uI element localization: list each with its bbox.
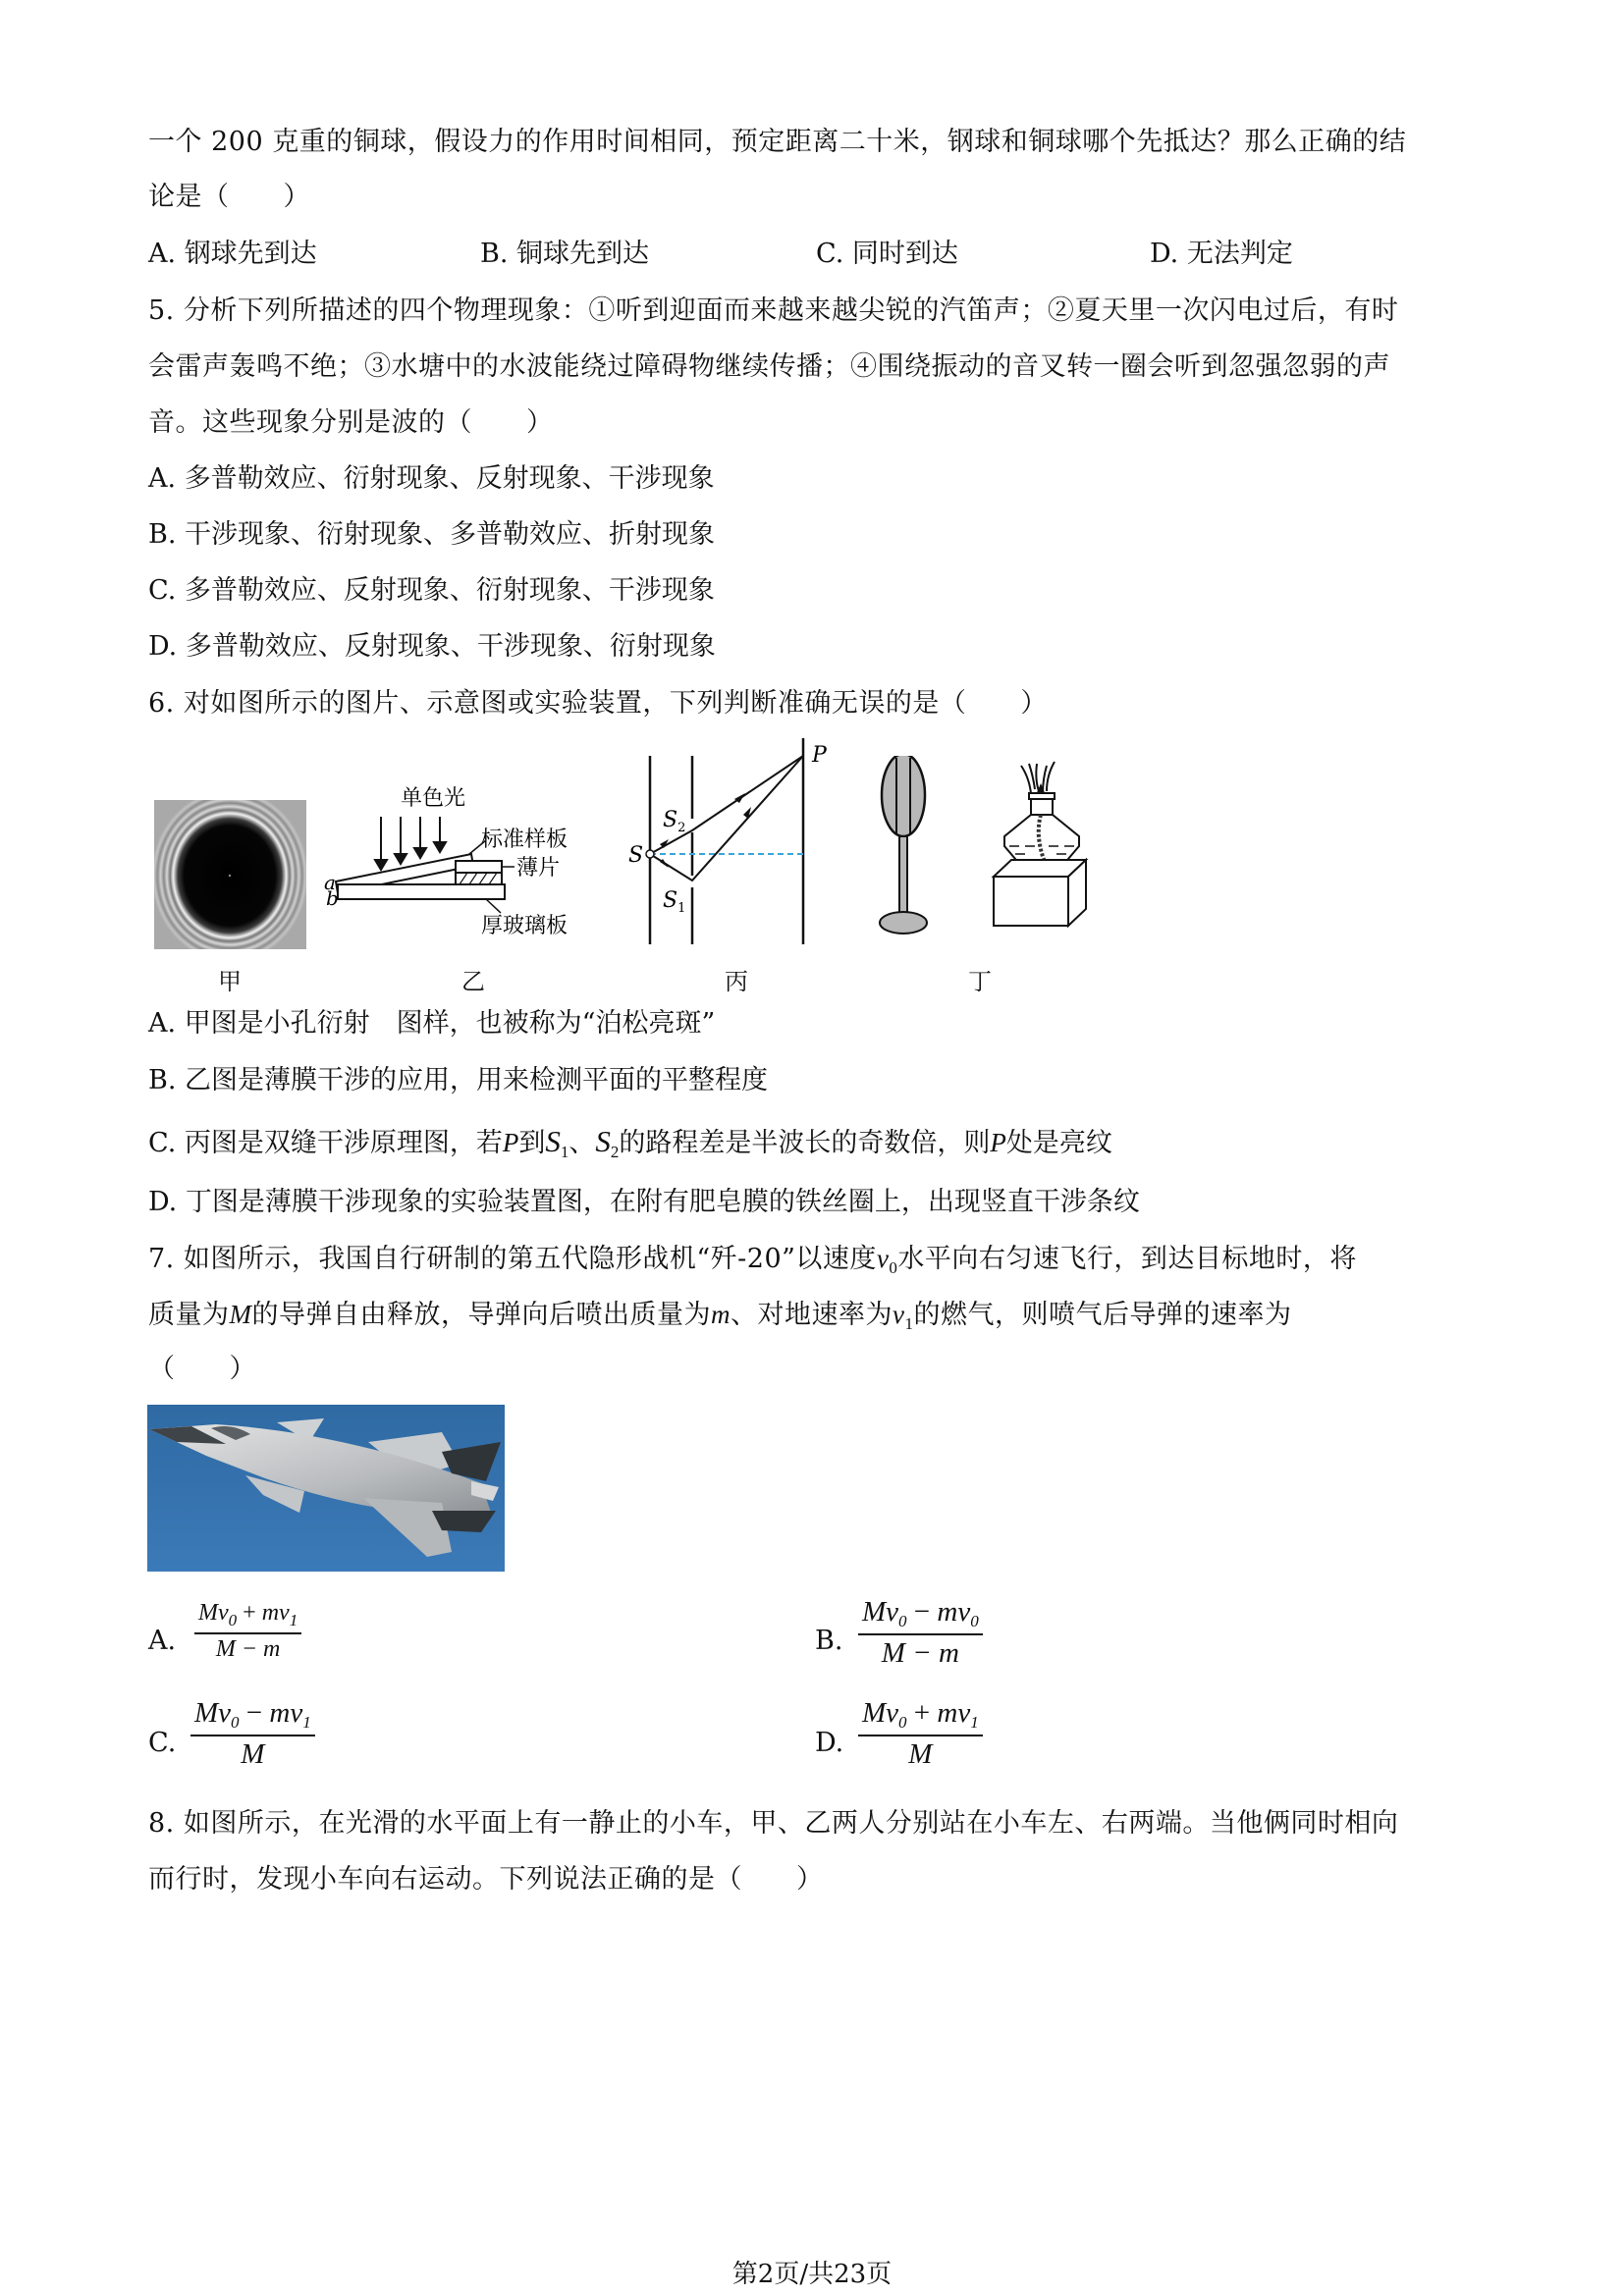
q5-option-a[interactable] bbox=[148, 459, 715, 499]
q7-stem-line3: （ ） bbox=[148, 1354, 256, 1384]
symbol-M: M bbox=[229, 1300, 252, 1329]
figure-jia-label: 甲 bbox=[218, 968, 242, 995]
q7-option-a[interactable] bbox=[148, 1622, 176, 1661]
option-text: 乙图是薄膜干涉的应用，用来检测平面的平整程度 bbox=[185, 1065, 769, 1095]
option-label: D. bbox=[1150, 239, 1179, 269]
q7-stem-line2 bbox=[148, 1295, 1291, 1344]
text: 、对地速率为 bbox=[731, 1300, 893, 1330]
q7-stem-line1 bbox=[148, 1239, 1357, 1288]
q5-option-b[interactable] bbox=[148, 515, 715, 555]
symbol-m: m bbox=[711, 1300, 731, 1329]
option-label: C. bbox=[148, 575, 177, 606]
q7-option-c[interactable] bbox=[148, 1724, 176, 1763]
option-label: B. bbox=[148, 519, 177, 550]
subscript: 1 bbox=[560, 1143, 569, 1161]
figure-jia-diffraction-pattern bbox=[154, 800, 306, 949]
denominator: M bbox=[241, 1738, 265, 1770]
figure-bing-label: 丙 bbox=[725, 968, 748, 995]
q8-stem-line2: 而行时，发现小车向右运动。下列说法正确的是（ ） bbox=[148, 1864, 824, 1895]
subscript: 2 bbox=[610, 1143, 620, 1161]
q4-stem-line2: 论是（ ） bbox=[148, 182, 310, 212]
subscript: 1 bbox=[904, 1314, 914, 1333]
option-label: A. bbox=[148, 463, 177, 494]
q7-option-d[interactable] bbox=[815, 1724, 843, 1763]
q5-stem-line1: 5. 分析下列所描述的四个物理现象：①听到迎面而来越来越尖锐的汽笛声；②夏天里一次闪电过后，有时 bbox=[148, 295, 1399, 326]
option-label: C. bbox=[148, 1128, 177, 1158]
text: 质量为 bbox=[148, 1300, 230, 1330]
option-text: 多普勒效应、反射现象、干涉现象、衍射现象 bbox=[185, 631, 716, 662]
subscript: 0 bbox=[889, 1258, 898, 1277]
option-text: 钢球先到达 bbox=[184, 239, 317, 269]
symbol-S2: S bbox=[595, 1124, 611, 1158]
option-text: 干涉现象、衍射现象、多普勒效应、折射现象 bbox=[185, 519, 716, 550]
option-text: 的路程差是半波长的奇数倍，则 bbox=[619, 1128, 991, 1158]
option-label: D. bbox=[148, 631, 178, 662]
numerator: $Mv_0 + mv_1$ bbox=[858, 1697, 983, 1736]
option-text: 到 bbox=[518, 1128, 546, 1158]
option-label: B. bbox=[815, 1626, 843, 1656]
symbol-S1: S bbox=[545, 1124, 561, 1158]
option-label: C. bbox=[148, 1728, 177, 1758]
q6-option-d[interactable] bbox=[148, 1183, 1140, 1222]
symbol-P: P bbox=[502, 1128, 519, 1157]
option-label: A. bbox=[148, 1008, 177, 1039]
label-monochromatic-light: 单色光 bbox=[401, 786, 466, 811]
option-text: 同时到达 bbox=[851, 239, 958, 269]
figure-yi-wedge-interference bbox=[324, 775, 638, 962]
q7-option-c-formula[interactable] bbox=[190, 1697, 315, 1771]
option-text: 丁图是薄膜干涉现象的实验装置图，在附有肥皂膜的铁丝圈上，出现竖直干涉条纹 bbox=[185, 1187, 1140, 1217]
label-b: b bbox=[326, 886, 339, 910]
q5-option-c[interactable] bbox=[148, 571, 715, 611]
figure-bing-double-slit bbox=[623, 738, 849, 959]
text: 的导弹自由释放，导弹向后喷出质量为 bbox=[251, 1300, 711, 1330]
option-label: D. bbox=[148, 1187, 178, 1217]
figure-yi-label: 乙 bbox=[461, 968, 485, 995]
q7-option-a-formula[interactable] bbox=[194, 1600, 301, 1663]
label-standard-plate: 标准样板 bbox=[481, 828, 568, 852]
denominator: M bbox=[908, 1738, 933, 1770]
label-S: S bbox=[628, 843, 644, 868]
label-a: a bbox=[324, 871, 336, 894]
separator: 、 bbox=[568, 1128, 596, 1158]
q5-stem-line2: 会雷声轰鸣不绝；③水塘中的水波能绕过障碍物继续传播；④围绕振动的音叉转一圈会听到忽强忽弱的声 bbox=[148, 351, 1390, 382]
numerator: $Mv_0 - mv_1$ bbox=[190, 1697, 315, 1736]
q5-stem-line3: 音。这些现象分别是波的（ ） bbox=[148, 407, 554, 438]
q4-option-b[interactable] bbox=[480, 235, 649, 274]
numerator: $Mv_0 + mv_1$ bbox=[194, 1600, 301, 1634]
q4-option-c[interactable] bbox=[816, 235, 958, 274]
label-S2: $S_2$ bbox=[663, 808, 686, 835]
q7-option-b-formula[interactable] bbox=[858, 1596, 983, 1670]
symbol-P: P bbox=[990, 1128, 1006, 1157]
label-S1: $S_1$ bbox=[663, 888, 686, 916]
symbol-v0: v bbox=[876, 1244, 890, 1273]
q4-stem-line1: 一个 200 克重的铜球，假设力的作用时间相同，预定距离二十米，钢球和铜球哪个先抵达？那么正确的结 bbox=[148, 127, 1407, 157]
q4-option-a[interactable] bbox=[148, 235, 317, 274]
page-number-footer: 第2页/共23页 bbox=[731, 2260, 893, 2289]
denominator: M − m bbox=[215, 1636, 281, 1662]
text: 的燃气，则喷气后导弹的速率为 bbox=[913, 1300, 1292, 1330]
option-text: 铜球先到达 bbox=[516, 239, 650, 269]
q6-option-c[interactable] bbox=[148, 1122, 1112, 1172]
option-label: A. bbox=[148, 1626, 177, 1656]
label-thick-glass: 厚玻璃板 bbox=[481, 914, 568, 938]
option-text: 多普勒效应、反射现象、衍射现象、干涉现象 bbox=[184, 575, 715, 606]
option-text: 甲图是小孔衍射 图样，也被称为“泊松亮斑” bbox=[184, 1008, 716, 1039]
q8-stem-line1: 8. 如图所示，在光滑的水平面上有一静止的小车，甲、乙两人分别站在小车左、右两端。当他俩同时相向 bbox=[148, 1808, 1399, 1839]
option-text: 处是亮纹 bbox=[1005, 1128, 1112, 1158]
numerator: $Mv_0 - mv_0$ bbox=[858, 1596, 983, 1635]
q4-option-d[interactable] bbox=[1150, 235, 1293, 274]
text: 水平向右匀速飞行，到达目标地时，将 bbox=[897, 1244, 1357, 1274]
option-text: 多普勒效应、衍射现象、反射现象、干涉现象 bbox=[184, 463, 715, 494]
q6-option-a[interactable] bbox=[148, 1004, 715, 1043]
figure-ding-soap-film-apparatus bbox=[864, 756, 1100, 952]
option-label: D. bbox=[815, 1728, 844, 1758]
option-label: B. bbox=[148, 1065, 177, 1095]
q7-option-b[interactable] bbox=[815, 1622, 842, 1661]
denominator: M − m bbox=[881, 1637, 959, 1669]
option-label: A. bbox=[148, 239, 177, 269]
text: 7. 如图所示，我国自行研制的第五代隐形战机“歼-20”以速度 bbox=[148, 1244, 877, 1274]
q5-option-d[interactable] bbox=[148, 627, 716, 667]
option-text: 丙图是双缝干涉原理图，若 bbox=[184, 1128, 503, 1158]
q7-option-d-formula[interactable] bbox=[858, 1697, 983, 1771]
option-text: 无法判定 bbox=[1186, 239, 1293, 269]
q6-option-b[interactable] bbox=[148, 1061, 768, 1100]
q6-stem: 6. 对如图所示的图片、示意图或实验装置，下列判断准确无误的是（ ） bbox=[148, 688, 1048, 719]
symbol-v1: v bbox=[893, 1300, 905, 1329]
option-label: B. bbox=[480, 239, 509, 269]
option-label: C. bbox=[816, 239, 844, 269]
label-thin-sheet: 薄片 bbox=[516, 856, 561, 881]
label-P: P bbox=[812, 743, 827, 768]
j20-fighter-jet-image bbox=[147, 1405, 505, 1572]
figure-ding-label: 丁 bbox=[968, 968, 992, 995]
